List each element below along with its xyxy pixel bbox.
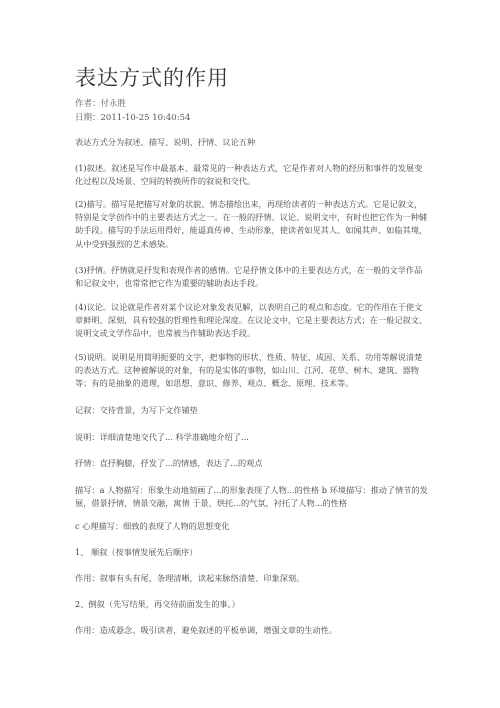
paragraph-exposition: (5)说明。说明是用简明扼要的文字，把事物的形状、性质、特征、成因、关系、功用等解说清楚的表达方式。这种被解说的对象，有的是实体的事物，如山川、江河、花草、树木、建筑、器物等；有的是抽象的道理，如思想、意识、修养、观点、概念、原理、技术等。 (75, 352, 423, 389)
paragraph-intro: 表达方式分为叙述、描写、说明、抒情、议论五种 (75, 137, 256, 147)
paragraph-flashback-effect: 作用：造成悬念、吸引读者，避免叙述的平板单调，增强文章的生动性。 (75, 625, 338, 635)
paragraph-narration-use: 记叙：交待背景，为写下文作铺垫 (75, 405, 198, 415)
paragraph-psychology: c 心理描写：细致的表现了人物的思想变化 (75, 521, 230, 531)
paragraph-lyric-use: 抒情：直抒胸臆，抒发了...的情感，表达了...的观点 (75, 458, 263, 468)
paragraph-exposition-use: 说明：详细清楚地交代了... 科学准确地介绍了... (75, 432, 249, 442)
paragraph-flashback: 2、倒叙（先写结果，再交待前面发生的事。） (75, 599, 240, 609)
paragraph-sequential-effect: 作用：叙事有头有尾，条理清晰，读起来脉络清楚、印象深刻。 (75, 573, 305, 583)
paragraph-description: (2)描写。描写是把描写对象的状貌、情态描绘出来，再现给读者的一种表达方式。它是记叙文，特别是文学创作中的主要表达方式之一。在一般的抒情、议论、说明文中，有时也把它作为一种辅助手段。描写的手法运用得好，能逼真传神、生动形象，使读者如见其人、如闻其声、如临其境，从中受到强烈的艺术感染。 (75, 199, 428, 249)
document-title: 表达方式的作用 (75, 66, 229, 90)
paragraph-lyric: (3)抒情。抒情就是抒发和表现作者的感情。它是抒情文体中的主要表达方式，在一般的文学作品和记叙文中，也常常把它作为重要的辅助表达手段。 (75, 265, 423, 289)
paragraph-narration: (1)叙述。叙述是写作中最基本、最常见的一种表达方式，它是作者对人物的经历和事件的发展变化过程以及场景、空间的转换所作的叙说和交代。 (75, 163, 423, 187)
paragraph-description-use: 描写：a 人物描写：形象生动地刻画了...的形象表现了人物...的性格 b 环境描写：推动了情节的发展，借景抒情，情景交融，寓情 于景，烘托...的气氛，衬托了人物...的性格 (75, 485, 428, 509)
author-line: 作者：付永胜 (75, 99, 127, 109)
date-line: 日期：2011-10-25 10:40:54 (75, 113, 191, 123)
paragraph-sequential: 1、 顺叙（按事情发展先后顺序） (75, 547, 198, 557)
paragraph-argument: (4)议论。议论就是作者对某个议论对象发表见解，以表明自己的观点和态度。它的作用在于使文章鲜明、深刻，具有较强的哲理性和理论深度。在议论文中，它是主要表达方式；在一般记叙文、说明文或文学作品中，也常被当作辅助表达手段。 (75, 302, 428, 339)
